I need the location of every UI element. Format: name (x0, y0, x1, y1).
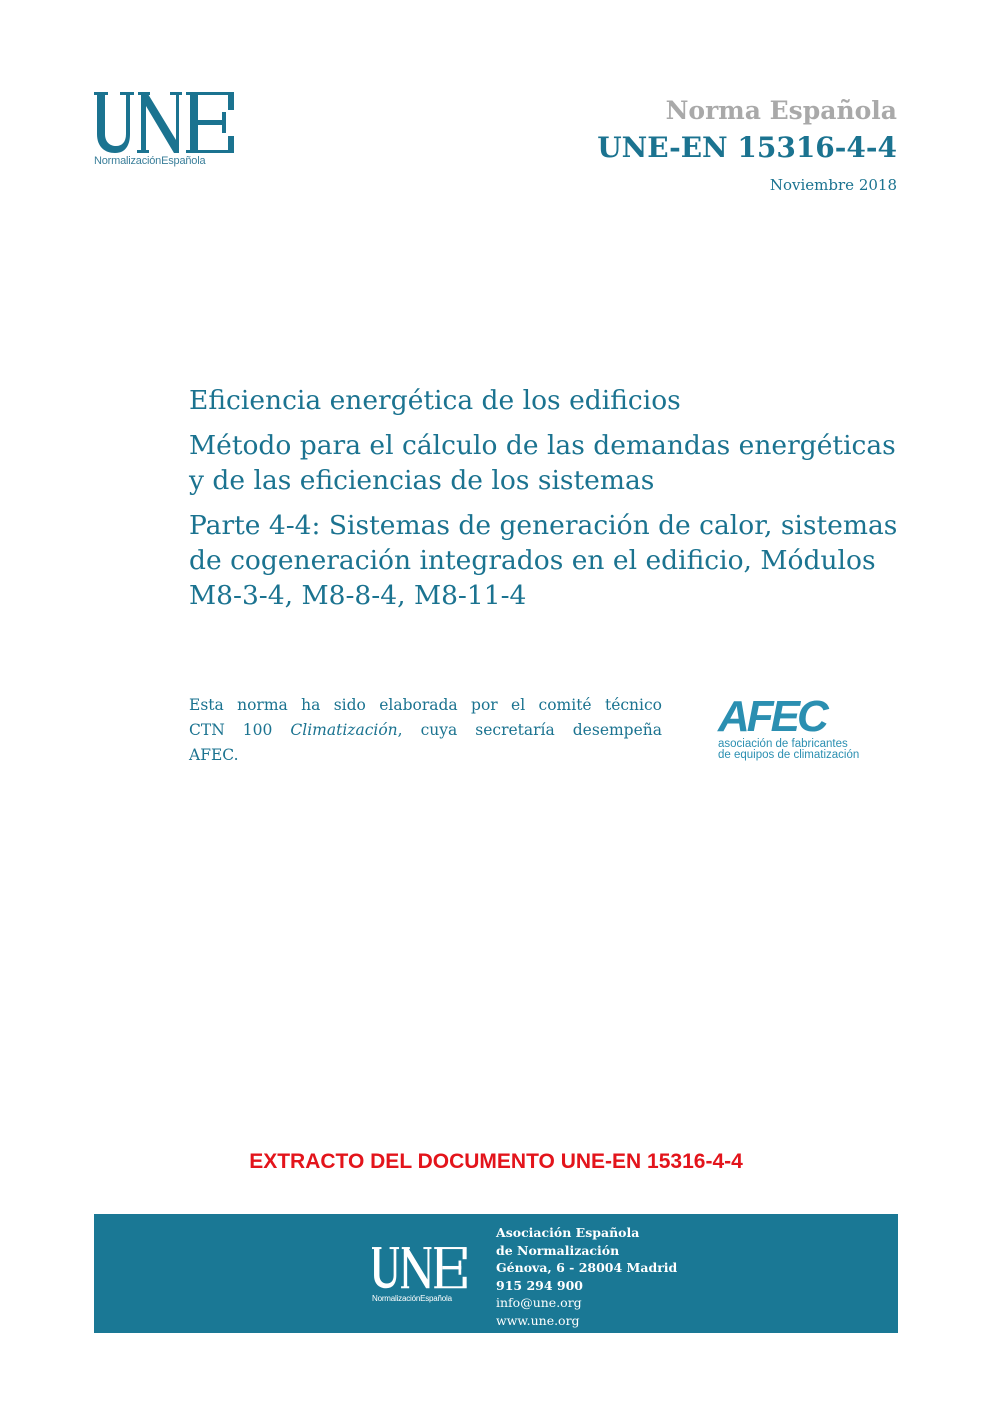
title-line-2: Método para el cálculo de las demandas energéticas y de las eficiencias de los sistemas (189, 430, 896, 496)
afec-logo-sub-1: asociación de fabricantes (718, 738, 848, 750)
footer-contact (496, 1224, 677, 1329)
footer-band (94, 1214, 898, 1333)
committee-line-2 (189, 718, 662, 743)
afec-logo (718, 692, 878, 761)
committee-line-1: Esta norma ha sido elaborada por el comité técnico (189, 696, 662, 714)
footer-une-logo (372, 1247, 472, 1303)
une-logo-tagline-b: Española (161, 155, 206, 167)
standard-titles (189, 383, 909, 623)
footer-org-line-2: de Normalización (496, 1242, 620, 1258)
footer-tagline-a: Normalización (372, 1294, 421, 1303)
footer-tagline-b: Española (420, 1294, 452, 1303)
committee-secretariat: , cuya secretaría desempeña (397, 721, 663, 739)
norma-espanola-label: Norma Española (665, 96, 897, 125)
committee-note (189, 693, 662, 768)
publication-date: Noviembre 2018 (769, 176, 897, 194)
title-line-1: Eficiencia energética de los edificios (189, 385, 681, 416)
standard-code: UNE-EN 15316-4-4 (597, 131, 897, 164)
committee-ctn: CTN 100 (189, 721, 291, 739)
committee-line-3: AFEC. (189, 746, 239, 764)
une-logo (94, 92, 244, 167)
footer-phone: 915 294 900 (496, 1277, 583, 1293)
footer-address: Génova, 6 - 28004 Madrid (496, 1260, 678, 1275)
afec-logo-mark: AFEC (718, 692, 826, 741)
une-logo-tagline-a: Normalización (94, 155, 162, 167)
footer-une-logo-letters (372, 1247, 468, 1289)
une-logo-tagline (94, 155, 244, 167)
afec-logo-sub-2: de equipos de climatización (718, 749, 860, 761)
committee-name: Climatización (290, 721, 398, 739)
footer-website[interactable]: www.une.org (496, 1312, 580, 1328)
footer-org-line-1: Asociación Española (496, 1225, 640, 1240)
une-logo-letters (94, 92, 236, 154)
extract-notice: EXTRACTO DEL DOCUMENTO UNE-EN 15316-4-4 (249, 1150, 743, 1173)
footer-email[interactable]: info@une.org (496, 1295, 582, 1310)
footer-une-logo-tagline (372, 1294, 472, 1303)
title-line-3: Parte 4-4: Sistemas de generación de calor, sistemas de cogeneración integrados en el edificio, Módulos M8-3-4, M8-8-4, M8-11-4 (189, 510, 898, 611)
